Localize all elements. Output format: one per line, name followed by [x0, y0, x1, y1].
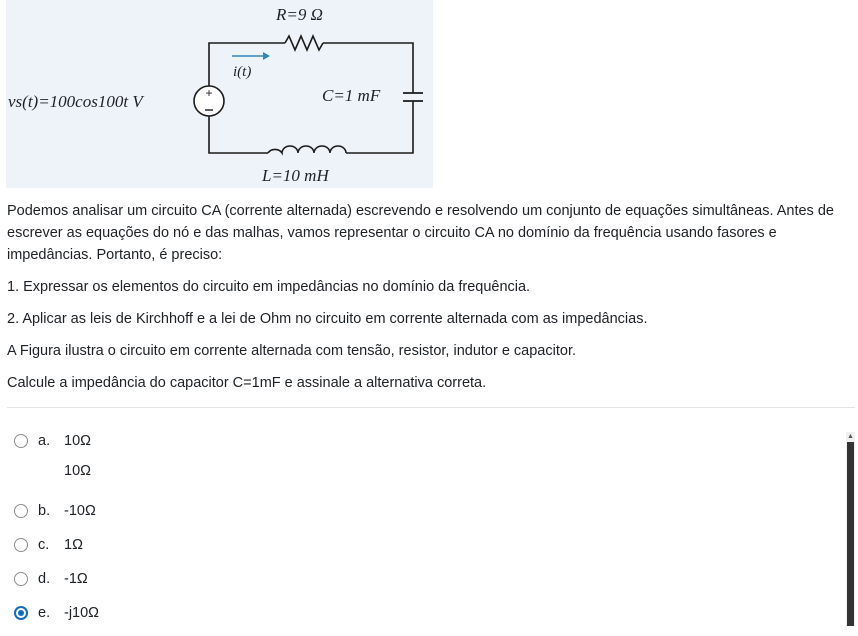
answer-letter: a.: [38, 433, 51, 449]
answer-text-secondary: 10Ω: [64, 463, 91, 479]
radio-b[interactable]: [14, 504, 28, 518]
circuit-figure: [6, 0, 433, 188]
answer-option-d[interactable]: [14, 568, 834, 602]
question-prompt: Calcule a impedância do capacitor C=1mF e assinale a alternativa correta.: [7, 375, 487, 391]
radio-e[interactable]: [14, 606, 28, 620]
current-label: i(t): [233, 64, 252, 80]
answer-text: -10Ω: [64, 503, 96, 519]
question-step-1: 1. Expressar os elementos do circuito em impedâncias no domínio da frequência.: [7, 279, 531, 295]
answer-letter: b.: [38, 503, 51, 519]
answer-text: 1Ω: [64, 537, 83, 553]
divider: [7, 407, 855, 408]
radio-c[interactable]: [14, 538, 28, 552]
answer-option-a[interactable]: [14, 430, 834, 500]
inductor-label: L=10 mH: [262, 166, 329, 185]
question-text: [7, 200, 855, 404]
answer-option-b[interactable]: [14, 500, 834, 534]
scroll-up-arrow-icon[interactable]: ▲: [847, 433, 854, 440]
question-figure-note: A Figura ilustra o circuito em corrente alternada com tensão, resistor, indutor e capacitor.: [7, 343, 576, 359]
question-step-2: 2. Aplicar as leis de Kirchhoff e a lei de Ohm no circuito em corrente alternada com as impedâncias.: [7, 311, 648, 327]
answer-list: [14, 430, 834, 636]
answer-text: -j10Ω: [64, 605, 100, 621]
capacitor-label: C=1 mF: [322, 86, 381, 105]
scrollbar[interactable]: [846, 432, 855, 626]
answer-option-e[interactable]: [14, 602, 834, 636]
answer-option-c[interactable]: [14, 534, 834, 568]
wire-bottom-left: [209, 116, 268, 153]
resistor-label: R=9 Ω: [276, 5, 323, 24]
resistor-symbol: [285, 36, 323, 50]
answer-letter: c.: [38, 537, 50, 553]
scrollbar-thumb[interactable]: [847, 442, 854, 626]
wire-bottom-right: [346, 101, 413, 153]
answer-text: -1Ω: [64, 571, 88, 587]
radio-a[interactable]: [14, 434, 28, 448]
radio-d[interactable]: [14, 572, 28, 586]
answer-letter: d.: [38, 571, 51, 587]
svg-text:+: +: [205, 86, 213, 100]
inductor-symbol: [268, 146, 346, 153]
source-label: vs(t)=100cos100t V: [8, 92, 143, 111]
answer-text: 10Ω: [64, 433, 91, 449]
answer-letter: e.: [38, 605, 51, 621]
question-intro: Podemos analisar um circuito CA (corrente alternada) escrevendo e resolvendo um conjunto de equações simultâneas. Antes de escrever as equações do nó e das malhas, vamos representar o circuito CA no domínio da frequência usando fasores e impedâncias. Portanto, é preciso:: [7, 203, 834, 263]
